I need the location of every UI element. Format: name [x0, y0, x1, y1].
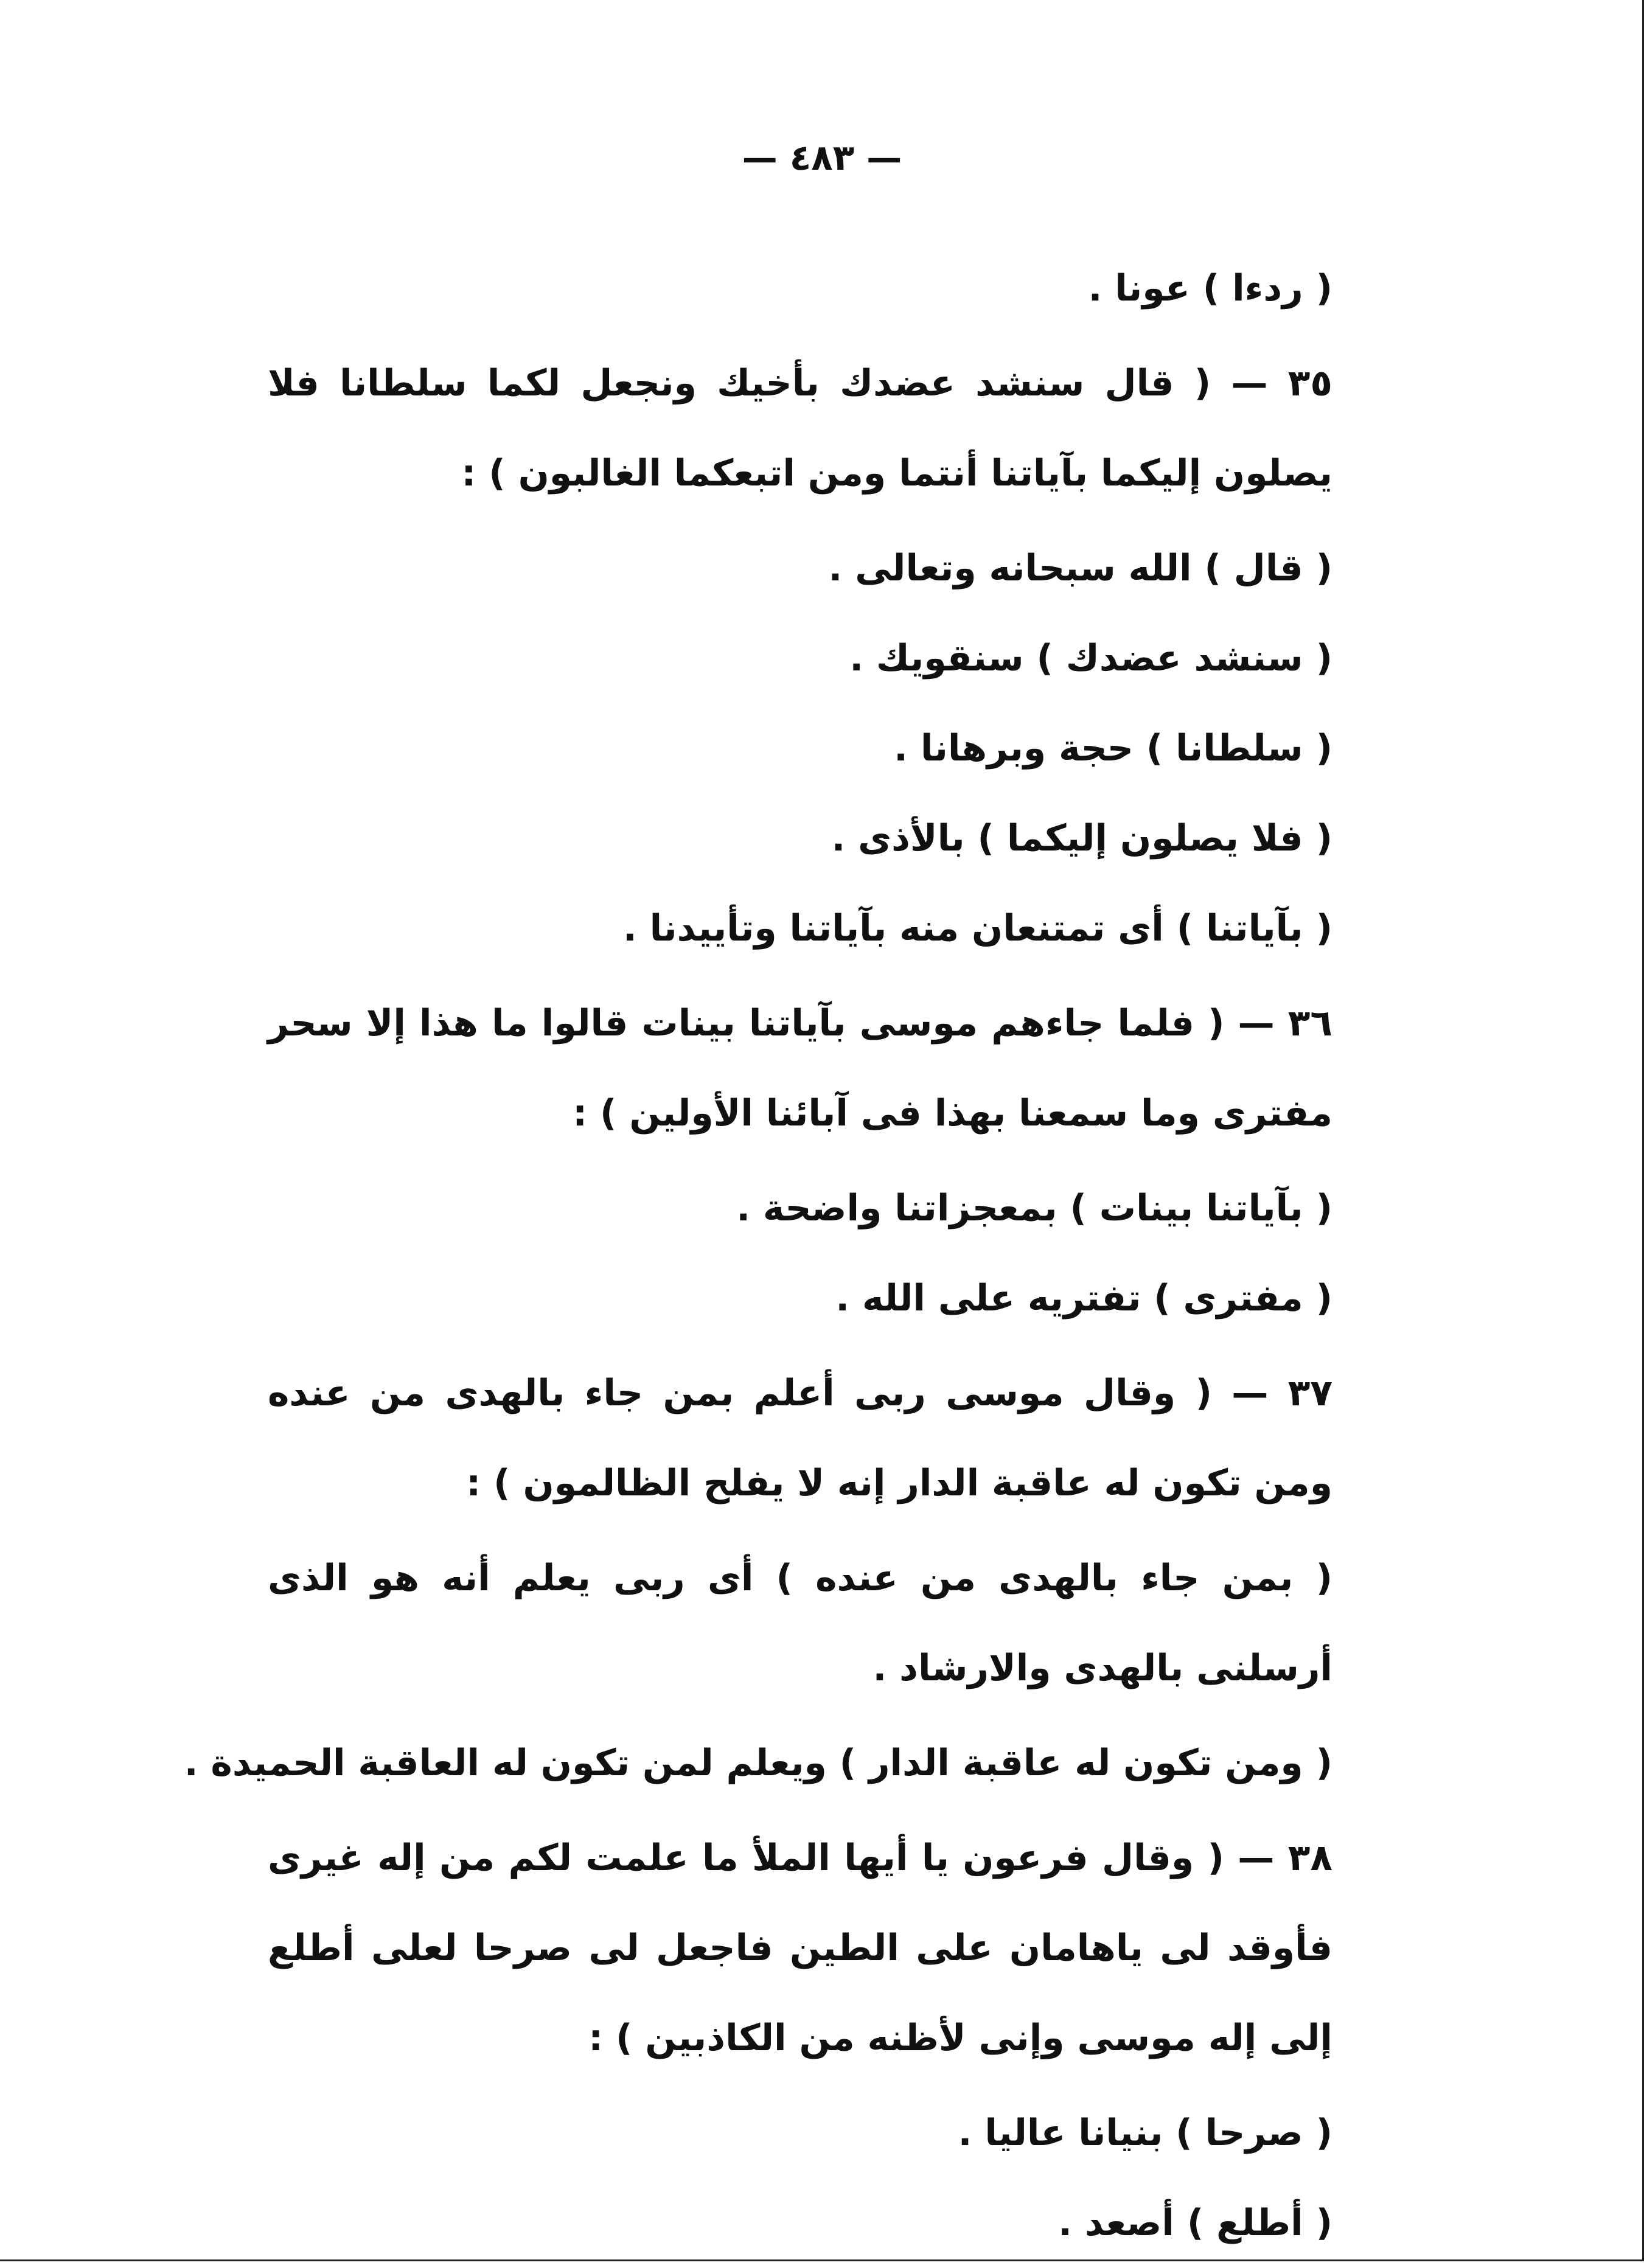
gloss-paragraph: ( بمن جاء بالهدى من عنده ) أى ربى يعلم أنه هو الذى أرسلنى بالهدى والارشاد . — [268, 1557, 1332, 1689]
gloss-line: ( بآياتنا ) أى تمتنعان منه بآياتنا وتأييدنا . — [622, 907, 1332, 950]
verse-paragraph: ٣٦ — ( فلما جاءهم موسى بآياتنا بينات قالوا ما هذا إلا سحر مفترى وما سمعنا بهذا فى آبائنا الأولين ) : — [268, 1002, 1332, 1135]
verse-paragraph: ٣٨ — ( وقال فرعون يا أيها الملأ ما علمت لكم من إله غيرى فأوقد لى ياهامان على الطين فاجعل لى صرحا لعلى أطلع إلى إله موسى وإنى لأظنه من الكاذبين ) : — [268, 1837, 1332, 2059]
gloss-line: ( سنشد عضدك ) سنقويك . — [849, 637, 1332, 680]
verse-paragraph: ٣٧ — ( وقال موسى ربى أعلم بمن جاء بالهدى من عنده ومن تكون له عاقبة الدار إنه لا يفلح الظالمون ) : — [268, 1372, 1332, 1504]
gloss-line: ( ردءا ) عونا . — [1088, 267, 1332, 310]
gloss-line: ( فلا يصلون إليكما ) بالأذى . — [831, 817, 1332, 860]
gloss-line: ( قال ) الله سبحانه وتعالى . — [828, 547, 1332, 590]
gloss-line: ( أطلع ) أصعد . — [1058, 2202, 1332, 2244]
gloss-line: ( سلطانا ) حجة وبرهانا . — [894, 727, 1332, 770]
verse-paragraph: ٣٥ — ( قال سنشد عضدك بأخيك ونجعل لكما سلطانا فلا يصلون إليكما بآياتنا أنتما ومن اتبعكما الغالبون ) : — [268, 362, 1332, 495]
gloss-line: ( مفترى ) تفتريه على الله . — [835, 1277, 1332, 1320]
page-number: — ٤٨٣ — — [742, 137, 902, 178]
gloss-line: ( صرحا ) بنيانا عاليا . — [958, 2112, 1332, 2154]
gloss-line: ( بآياتنا بينات ) بمعجزاتنا واضحة . — [736, 1187, 1332, 1230]
body-text — [184, 243, 1424, 2268]
gloss-line: ( ومن تكون له عاقبة الدار ) ويعلم لمن تكون له العاقبة الحميدة . — [184, 1742, 1332, 1784]
